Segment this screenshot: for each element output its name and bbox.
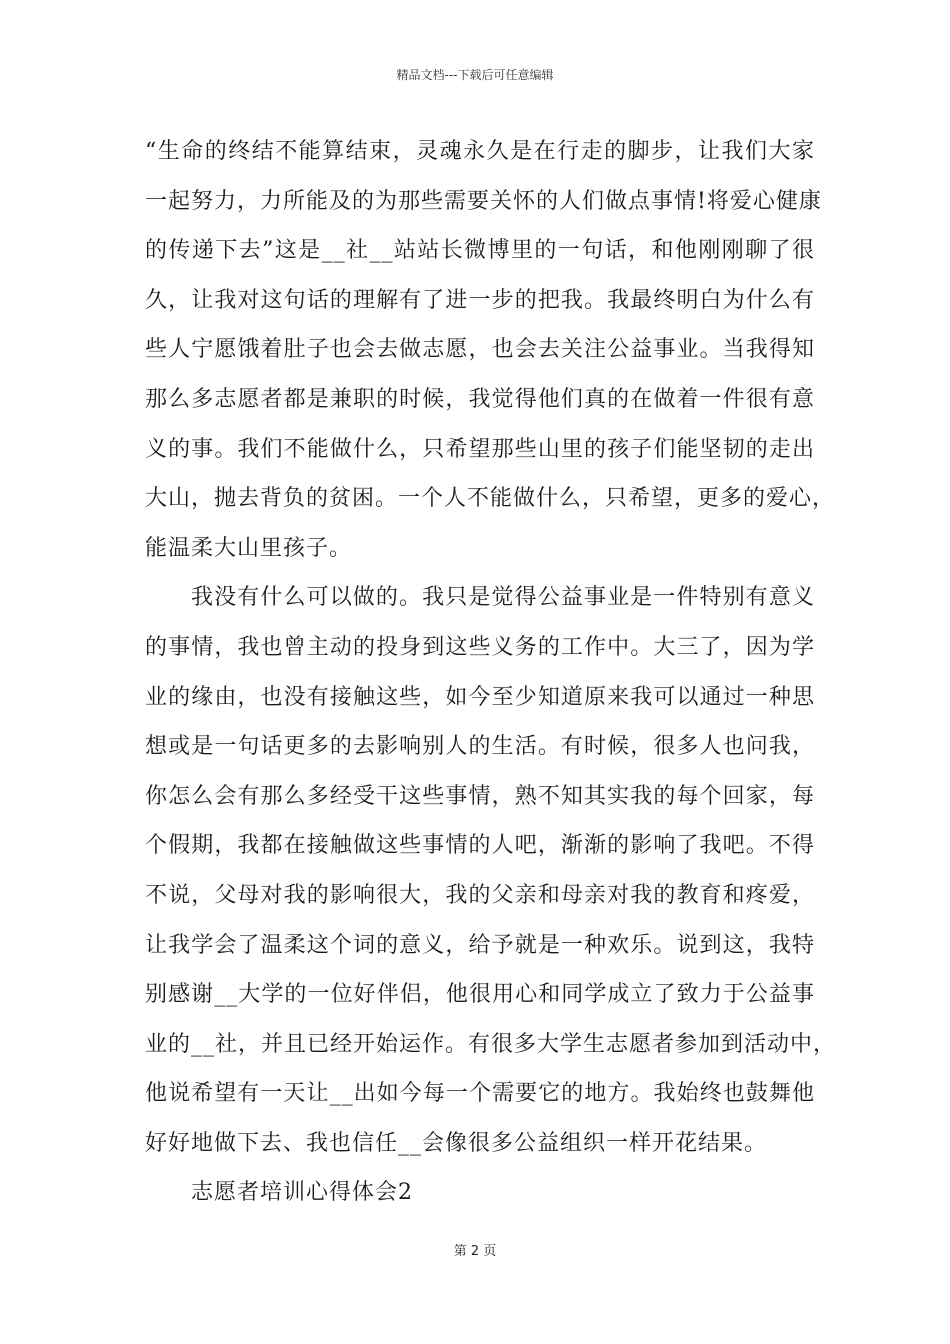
paragraph-1-line-7: 义的事。我们不能做什么，只希望那些山里的孩子们能坚韧的走出 — [145, 436, 815, 462]
document-body — [145, 132, 837, 1223]
paragraph-2-line-6: 个假期，我都在接触做这些事情的人吧，渐渐的影响了我吧。不得 — [145, 833, 815, 859]
section-subheading: 志愿者培训心得体会2 — [191, 1180, 413, 1206]
paragraph-2-line-2: 的事情，我也曾主动的投身到这些义务的工作中。大三了，因为学 — [145, 634, 815, 660]
paragraph-2-line-11: 他说希望有一天让__出如今每一个需要它的地方。我始终也鼓舞他 — [145, 1081, 815, 1107]
paragraph-2-line-8: 让我学会了温柔这个词的意义，给予就是一种欢乐。说到这，我特 — [145, 932, 815, 958]
paragraph-1-line-2: 一起努力，力所能及的为那些需要关怀的人们做点事情!将爱心健康 — [145, 188, 822, 214]
paragraph-2-line-9: 别感谢__大学的一位好伴侣，他很用心和同学成立了致力于公益事 — [145, 982, 815, 1008]
paragraph-1-line-3: 的传递下去”这是__社__站站长微博里的一句话，和他刚刚聊了很 — [145, 238, 815, 264]
paragraph-2-line-7: 不说，父母对我的影响很大，我的父亲和母亲对我的教育和疼爱， — [145, 882, 815, 908]
paragraph-2-line-10: 业的__社，并且已经开始运作。有很多大学生志愿者参加到活动中， — [145, 1031, 837, 1057]
paragraph-2-line-5: 你怎么会有那么多经受干这些事情，熟不知其实我的每个回家，每 — [145, 783, 815, 809]
page-number: 第 2 页 — [453, 1244, 497, 1259]
paragraph-1-line-6: 那么多志愿者都是兼职的时候，我觉得他们真的在做着一件很有意 — [145, 386, 815, 412]
paragraph-1-line-8: 大山，抛去背负的贫困。一个人不能做什么，只希望，更多的爱心， — [145, 486, 836, 512]
paragraph-1-line-4: 久，让我对这句话的理解有了进一步的把我。我最终明白为什么有 — [145, 287, 815, 313]
page-header: 精品文档---下载后可任意编辑 — [396, 68, 554, 82]
paragraph-2-line-1: 我没有什么可以做的。我只是觉得公益事业是一件特别有意义 — [191, 585, 815, 611]
paragraph-1-line-9: 能温柔大山里孩子。 — [145, 535, 353, 561]
paragraph-1-line-1: “生命的终结不能算结束，灵魂永久是在行走的脚步，让我们大家 — [145, 139, 815, 164]
paragraph-2-line-3: 业的缘由，也没有接触这些，如今至少知道原来我可以通过一种思 — [145, 684, 815, 710]
paragraph-2-line-4: 想或是一句话更多的去影响别人的生活。有时候，很多人也问我， — [145, 734, 815, 760]
paragraph-1-line-5: 些人宁愿饿着肚子也会去做志愿，也会去关注公益事业。当我得知 — [145, 337, 815, 363]
paragraph-2-line-12: 好好地做下去、我也信任__会像很多公益组织一样开花结果。 — [145, 1130, 768, 1156]
